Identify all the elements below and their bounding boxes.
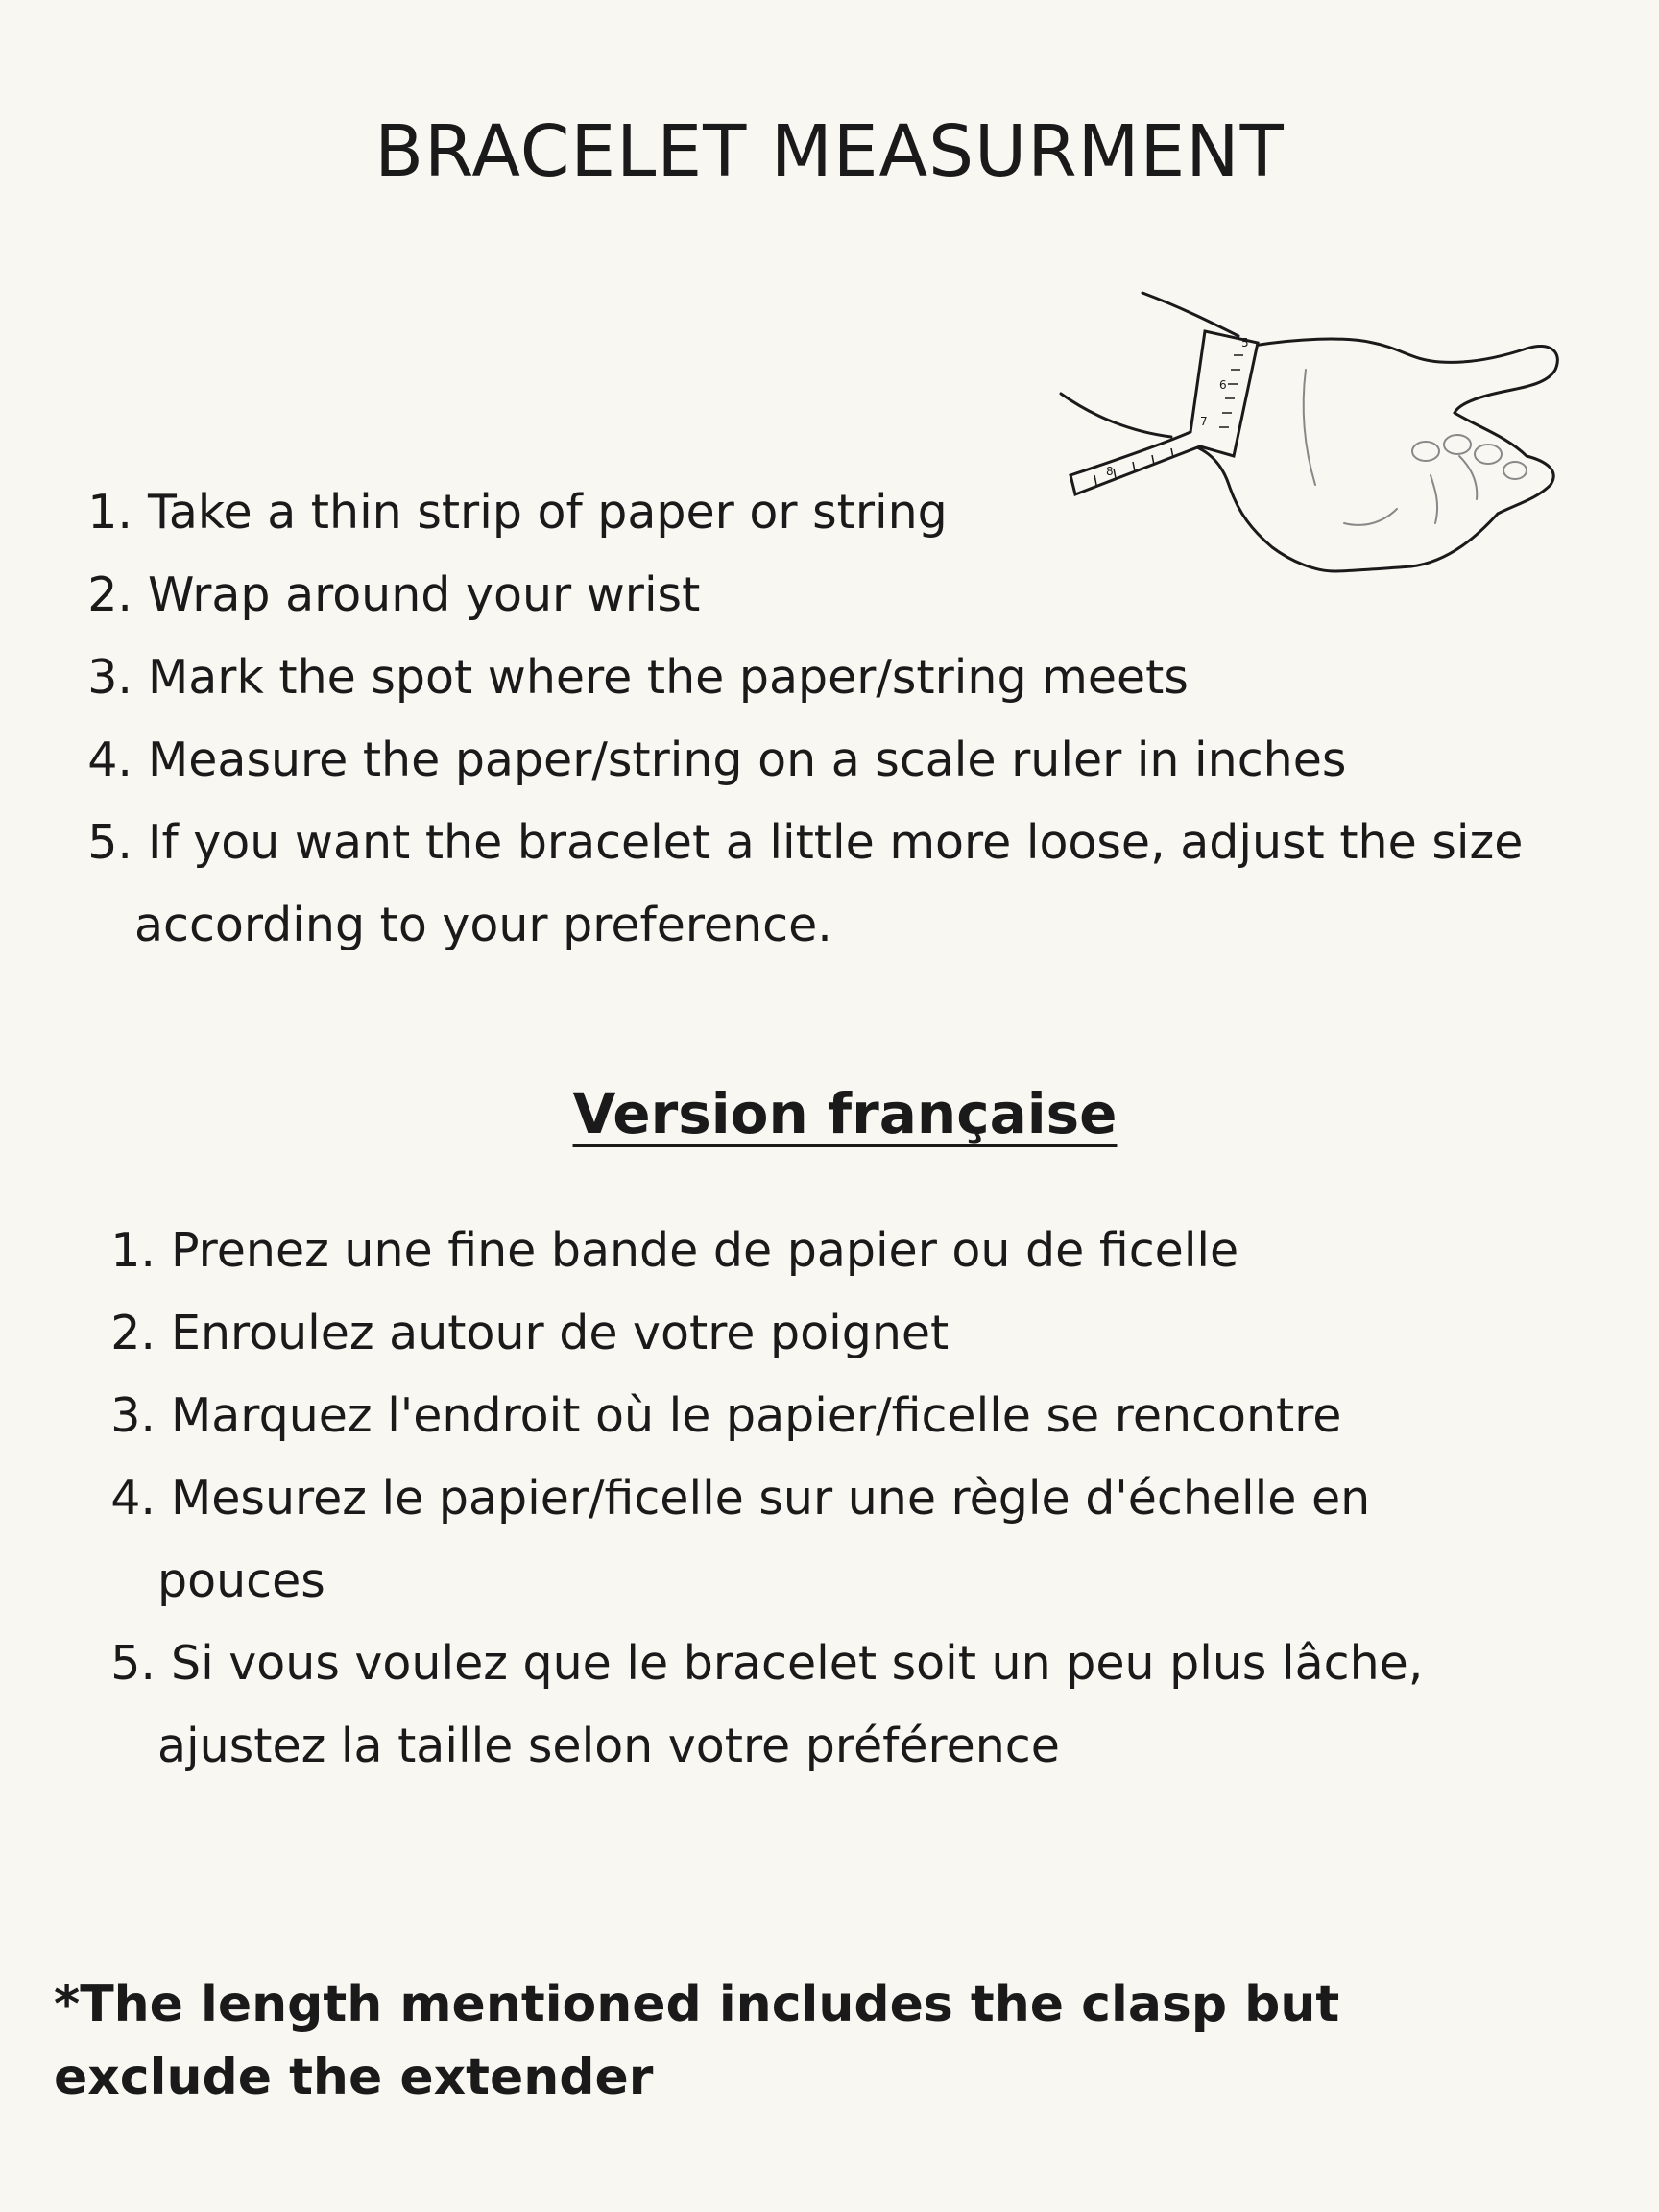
step-text: If you want the bracelet a little more loose, adjust the size (148, 815, 1524, 870)
step-text-continuation: pouces (157, 1553, 325, 1608)
list-item (96, 1375, 1423, 1457)
step-number: 5. (87, 815, 132, 870)
step-number: 3. (110, 1388, 156, 1443)
french-section-title: Version française (572, 1081, 1118, 1146)
footnote-line-1: *The length mentioned includes the clasp but (54, 1976, 1340, 2033)
step-text: Marquez l'endroit où le papier/ficelle se rencontre (171, 1388, 1342, 1443)
footnote (54, 1968, 1398, 2114)
step-text: Wrap around your wrist (148, 567, 701, 622)
step-text: Mark the spot where the paper/string meets (148, 650, 1189, 705)
step-text: Enroulez autour de votre poignet (171, 1306, 950, 1360)
step-text: Measure the paper/string on a scale ruler in inches (148, 733, 1347, 787)
step-text: Take a thin strip of paper or string (148, 485, 948, 540)
list-item (73, 719, 1523, 802)
list-item (96, 1623, 1423, 1788)
step-number: 2. (87, 567, 132, 622)
tape-number-8: 8 (1106, 465, 1114, 478)
footnote-line-2: exclude the extender (54, 2049, 654, 2106)
page-title: BRACELET MEASURMENT (374, 110, 1285, 193)
step-number: 1. (87, 485, 132, 540)
step-text-continuation: ajustez la taille selon votre préférence (157, 1719, 1060, 1773)
list-item (73, 554, 1523, 637)
step-text: Mesurez le papier/ficelle sur une règle d'échelle en (171, 1471, 1371, 1526)
list-item (73, 802, 1523, 967)
tape-number-5: 5 (1241, 336, 1249, 349)
list-item (73, 471, 1523, 554)
list-item (96, 1457, 1423, 1623)
list-item (96, 1292, 1423, 1375)
english-steps (73, 471, 1523, 967)
tape-number-6: 6 (1219, 378, 1227, 392)
french-steps (96, 1210, 1423, 1788)
step-text: Si vous voulez que le bracelet soit un peu plus lâche, (171, 1636, 1424, 1691)
step-number: 3. (87, 650, 132, 705)
step-text-continuation: according to your preference. (134, 898, 832, 952)
step-number: 4. (87, 733, 132, 787)
step-number: 4. (110, 1471, 156, 1526)
tape-number-7: 7 (1200, 415, 1208, 428)
list-item (96, 1210, 1423, 1292)
list-item (73, 637, 1523, 719)
step-number: 5. (110, 1636, 156, 1691)
step-number: 1. (110, 1223, 156, 1278)
step-text: Prenez une fine bande de papier ou de ficelle (171, 1223, 1239, 1278)
step-number: 2. (110, 1306, 156, 1360)
